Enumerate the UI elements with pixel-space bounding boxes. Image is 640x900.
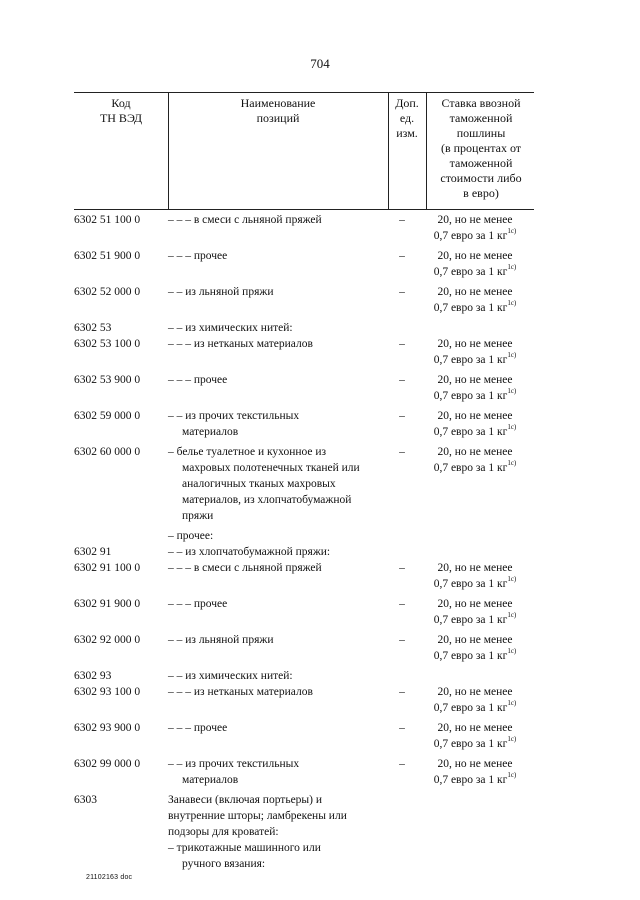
duty-rate bbox=[416, 408, 534, 444]
duty-rate bbox=[416, 840, 534, 876]
position-name-line: – – из химических нитей: bbox=[168, 670, 293, 682]
header-rate: Ставка ввозной таможенной пошлины (в процентах от таможенной стоимости либо в евро) bbox=[440, 96, 522, 200]
duty-rate bbox=[416, 372, 534, 408]
tariff-code: 6302 93 100 0 bbox=[74, 686, 141, 698]
duty-rate-line: 0,7 евро за 1 $кг^{1с)}$ bbox=[433, 735, 517, 750]
unit-cell: – bbox=[399, 410, 405, 422]
duty-rate bbox=[416, 284, 534, 320]
duty-rate bbox=[416, 444, 534, 528]
unit-cell bbox=[388, 792, 416, 840]
tariff-code: 6302 60 000 0 bbox=[74, 446, 141, 458]
unit-cell bbox=[388, 840, 416, 876]
unit-cell: – bbox=[399, 286, 405, 298]
duty-rate bbox=[416, 212, 534, 248]
tariff-code bbox=[74, 840, 168, 876]
table-row bbox=[74, 212, 534, 248]
duty-rate bbox=[416, 668, 534, 684]
tariff-code: 6302 52 000 0 bbox=[74, 286, 141, 298]
position-name-line: – – – из нетканых материалов bbox=[168, 338, 313, 350]
duty-rate-line: 0,7 евро за 1 $кг^{1с)}$ bbox=[433, 387, 517, 402]
footnote-ref: 1с) bbox=[507, 423, 517, 432]
duty-rate-line: 0,7 евро за 1 $кг^{1с)}$ bbox=[433, 227, 517, 242]
unit-cell: – bbox=[399, 634, 405, 646]
tariff-code: 6302 93 bbox=[74, 670, 112, 682]
tariff-code: 6302 51 900 0 bbox=[74, 250, 141, 262]
table-row bbox=[74, 248, 534, 284]
position-name bbox=[168, 720, 388, 756]
duty-rate-line: 20, но не менее bbox=[437, 286, 513, 298]
page-number: 704 bbox=[310, 56, 330, 71]
position-name bbox=[168, 444, 388, 528]
duty-rate-line: 0,7 евро за 1 $кг^{1с)}$ bbox=[433, 699, 517, 714]
unit-cell: – bbox=[399, 686, 405, 698]
unit-cell bbox=[388, 528, 416, 544]
table-row bbox=[74, 756, 534, 792]
tariff-code: 6302 99 000 0 bbox=[74, 758, 141, 770]
unit-cell: – bbox=[399, 250, 405, 262]
duty-rate-line: 0,7 евро за 1 $кг^{1с)}$ bbox=[433, 647, 517, 662]
duty-rate bbox=[416, 792, 534, 840]
duty-rate-line: 20, но не менее bbox=[437, 338, 513, 350]
duty-rate bbox=[416, 596, 534, 632]
unit-cell: – bbox=[399, 214, 405, 226]
unit-cell: – bbox=[399, 598, 405, 610]
duty-rate-line: 0,7 евро за 1 $кг^{1с)}$ bbox=[433, 611, 517, 626]
duty-rate bbox=[416, 544, 534, 560]
tariff-code: 6302 93 900 0 bbox=[74, 722, 141, 734]
position-name bbox=[168, 320, 388, 336]
document-footer: 21102163 doc bbox=[86, 874, 133, 881]
position-name-line: Занавеси (включая портьеры) и bbox=[168, 794, 323, 806]
table-row bbox=[74, 720, 534, 756]
unit-cell bbox=[388, 320, 416, 336]
duty-rate-line: 0,7 евро за 1 $кг^{1с)}$ bbox=[433, 423, 517, 438]
table-row bbox=[74, 284, 534, 320]
table-row bbox=[74, 668, 534, 684]
tariff-code: 6302 53 bbox=[74, 322, 112, 334]
footnote-ref: 1с) bbox=[507, 227, 517, 236]
position-name-line: ручного вязания: bbox=[182, 858, 266, 870]
unit-cell: – bbox=[399, 758, 405, 770]
position-name-line: – – из льняной пряжи bbox=[168, 634, 274, 646]
duty-rate-line: 20, но не менее bbox=[437, 250, 513, 262]
duty-rate-line: 20, но не менее bbox=[437, 722, 513, 734]
tariff-code: 6302 92 000 0 bbox=[74, 634, 141, 646]
duty-rate bbox=[416, 684, 534, 720]
position-name-line: – – из химических нитей: bbox=[168, 322, 293, 334]
duty-rate bbox=[416, 248, 534, 284]
header-unit: Доп. ед. изм. bbox=[395, 96, 419, 140]
tariff-table bbox=[74, 212, 534, 876]
position-name-line: махровых полотенечных тканей или bbox=[182, 462, 360, 474]
position-name-line: внутренние шторы; ламбрекены или bbox=[168, 810, 347, 822]
duty-rate-line: 20, но не менее bbox=[437, 758, 513, 770]
position-name bbox=[168, 668, 388, 684]
tariff-code: 6302 51 100 0 bbox=[74, 214, 141, 226]
table-row bbox=[74, 596, 534, 632]
unit-cell bbox=[388, 668, 416, 684]
footnote-ref: 1с) bbox=[507, 699, 517, 708]
header-code: Код ТН ВЭД bbox=[99, 96, 143, 125]
footnote-ref: 1с) bbox=[507, 459, 517, 468]
position-name-line: – трикотажные машинного или bbox=[168, 842, 321, 854]
unit-cell: – bbox=[399, 338, 405, 350]
position-name-line: материалов bbox=[182, 774, 239, 786]
position-name-line: – – – в смеси с льняной пряжей bbox=[168, 214, 322, 226]
table-row bbox=[74, 336, 534, 372]
duty-rate-line: 20, но не менее bbox=[437, 214, 513, 226]
table-row bbox=[74, 792, 534, 840]
duty-rate-line: 20, но не менее bbox=[437, 686, 513, 698]
tariff-code: 6302 91 100 0 bbox=[74, 562, 141, 574]
position-name-line: материалов bbox=[182, 426, 239, 438]
table-row bbox=[74, 528, 534, 544]
position-name bbox=[168, 632, 388, 668]
table-top-rule bbox=[74, 92, 534, 93]
duty-rate-line: 20, но не менее bbox=[437, 446, 513, 458]
position-name bbox=[168, 336, 388, 372]
position-name-line: – – из льняной пряжи bbox=[168, 286, 274, 298]
duty-rate-line: 20, но не менее bbox=[437, 374, 513, 386]
position-name-line: материалов, из хлопчатобумажной bbox=[182, 494, 352, 506]
footnote-ref: 1с) bbox=[507, 735, 517, 744]
tariff-code: 6302 53 100 0 bbox=[74, 338, 141, 350]
position-name-line: аналогичных тканых махровых bbox=[182, 478, 336, 490]
position-name bbox=[168, 596, 388, 632]
unit-cell: – bbox=[399, 562, 405, 574]
unit-cell: – bbox=[399, 374, 405, 386]
header-name: Наименование позиций bbox=[240, 96, 316, 125]
footnote-ref: 1с) bbox=[507, 351, 517, 360]
duty-rate-line: 20, но не менее bbox=[437, 598, 513, 610]
table-header-rule bbox=[74, 209, 534, 210]
tariff-code: 6302 91 900 0 bbox=[74, 598, 141, 610]
duty-rate-line: 20, но не менее bbox=[437, 410, 513, 422]
position-name-line: – – – прочее bbox=[168, 722, 228, 734]
duty-rate-line: 0,7 евро за 1 $кг^{1с)}$ bbox=[433, 575, 517, 590]
position-name bbox=[168, 372, 388, 408]
duty-rate bbox=[416, 560, 534, 596]
position-name-line: – – из хлопчатобумажной пряжи: bbox=[168, 546, 331, 558]
tariff-code: 6302 53 900 0 bbox=[74, 374, 141, 386]
duty-rate-line: 0,7 евро за 1 $кг^{1с)}$ bbox=[433, 771, 517, 786]
table-row bbox=[74, 408, 534, 444]
footnote-ref: 1с) bbox=[507, 611, 517, 620]
duty-rate bbox=[416, 320, 534, 336]
unit-cell: – bbox=[399, 722, 405, 734]
position-name-line: подзоры для кроватей: bbox=[168, 826, 279, 838]
table-row bbox=[74, 684, 534, 720]
unit-cell bbox=[388, 544, 416, 560]
position-name bbox=[168, 212, 388, 248]
position-name bbox=[168, 792, 388, 840]
tariff-code: 6302 91 bbox=[74, 546, 112, 558]
position-name-line: – – – из нетканых материалов bbox=[168, 686, 313, 698]
duty-rate bbox=[416, 528, 534, 544]
position-name-line: – – – прочее bbox=[168, 374, 228, 386]
table-row bbox=[74, 444, 534, 528]
position-name-line: – – – в смеси с льняной пряжей bbox=[168, 562, 322, 574]
tariff-code: 6302 59 000 0 bbox=[74, 410, 141, 422]
footnote-ref: 1с) bbox=[507, 263, 517, 272]
position-name-line: – – из прочих текстильных bbox=[168, 410, 300, 422]
position-name-line: – – – прочее bbox=[168, 598, 228, 610]
table-row bbox=[74, 840, 534, 876]
footnote-ref: 1с) bbox=[507, 771, 517, 780]
footnote-ref: 1с) bbox=[507, 299, 517, 308]
position-name bbox=[168, 756, 388, 792]
footnote-ref: 1с) bbox=[507, 575, 517, 584]
duty-rate bbox=[416, 720, 534, 756]
duty-rate-line: 20, но не менее bbox=[437, 562, 513, 574]
position-name-line: – белье туалетное и кухонное из bbox=[168, 446, 327, 458]
duty-rate bbox=[416, 336, 534, 372]
position-name bbox=[168, 248, 388, 284]
position-name bbox=[168, 528, 388, 544]
position-name bbox=[168, 560, 388, 596]
duty-rate bbox=[416, 756, 534, 792]
duty-rate-line: 0,7 евро за 1 $кг^{1с)}$ bbox=[433, 351, 517, 366]
position-name bbox=[168, 284, 388, 320]
position-name-line: пряжи bbox=[182, 510, 214, 522]
position-name bbox=[168, 840, 388, 876]
position-name bbox=[168, 684, 388, 720]
position-name-line: – – из прочих текстильных bbox=[168, 758, 300, 770]
position-name-line: – – – прочее bbox=[168, 250, 228, 262]
position-name bbox=[168, 408, 388, 444]
tariff-code: 6303 bbox=[74, 794, 97, 806]
duty-rate-line: 0,7 евро за 1 $кг^{1с)}$ bbox=[433, 263, 517, 278]
duty-rate bbox=[416, 632, 534, 668]
tariff-code bbox=[74, 528, 168, 544]
footnote-ref: 1с) bbox=[507, 647, 517, 656]
duty-rate-line: 0,7 евро за 1 $кг^{1с)}$ bbox=[433, 459, 517, 474]
table-row bbox=[74, 632, 534, 668]
position-name bbox=[168, 544, 388, 560]
table-row bbox=[74, 372, 534, 408]
table-row bbox=[74, 544, 534, 560]
duty-rate-line: 20, но не менее bbox=[437, 634, 513, 646]
footnote-ref: 1с) bbox=[507, 387, 517, 396]
table-row bbox=[74, 320, 534, 336]
unit-cell: – bbox=[399, 446, 405, 458]
duty-rate-line: 0,7 евро за 1 $кг^{1с)}$ bbox=[433, 299, 517, 314]
position-name-line: – прочее: bbox=[168, 530, 214, 542]
table-row bbox=[74, 560, 534, 596]
tariff-rows bbox=[74, 212, 534, 876]
